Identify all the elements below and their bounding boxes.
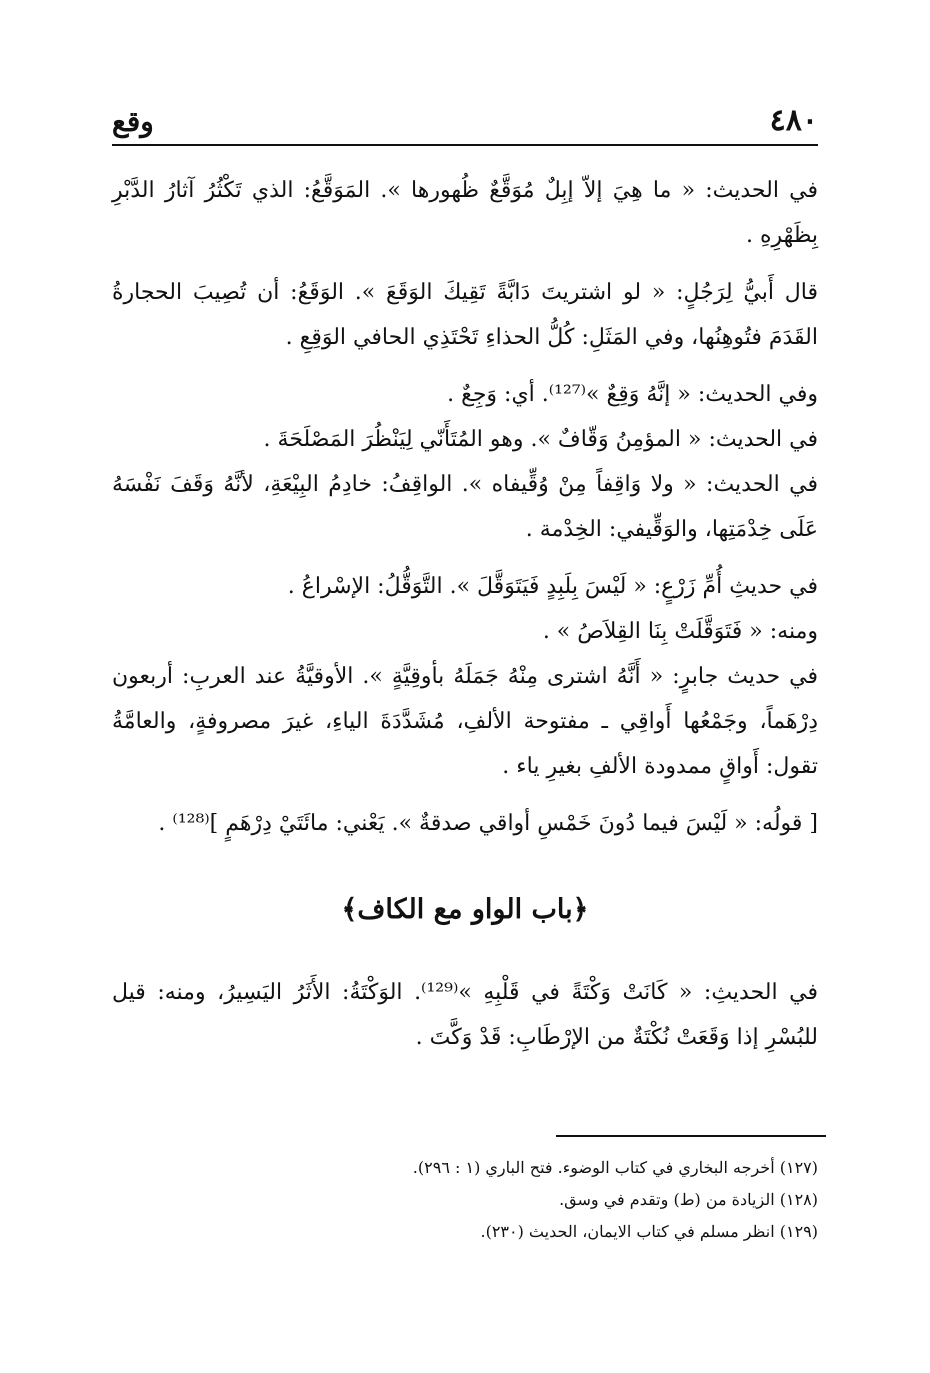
chapter-title: ﴿باب الواو مع الكاف﴾ [341,894,589,925]
paragraph-waqi: وفي الحديث: « إنَّهُ وَقِعٌ »⁽¹²⁷⁾. أي: وَجِعٌ . [447,382,818,407]
header-divider [112,144,818,146]
footnote-127: (١٢٧) أخرجه البخاري في كتاب الوضوء. فتح الباري (١ : ٢٩٦). [412,1158,818,1177]
paragraph-mawaqqa: في الحديث: « ما هِيَ إلاّ إبِلٌ مُوَقَّعٌ ظُهورها ». المَوَقَّعُ: الذي تَكْثُرُ آثارُ الدَّبْرِ بِظَهْرِهِ . [112,178,818,248]
footnote-129: (١٢٩) انظر مسلم في كتاب الايمان، الحديث (٢٣٠). [480,1222,818,1241]
footnotes [112,1152,818,1248]
paragraph-waktah: في الحديثِ: « كَانَتْ وَكْتَةً في قَلْبِهِ »⁽¹²⁹⁾. الوَكْتَةُ: الأَثَرُ اليَسِيرُ، ومنه: قيل للبُسْرِ إذا وَقَعَتْ نُكْتَةٌ من الإرْطَابِ: قَدْ وَكَّتَ . [112,980,818,1050]
paragraph-waqif: في الحديث: « ولا وَاقِفاً مِنْ وُقِّيفاه ». الواقِفُ: خادِمُ البِيْعَةِ، لأنَّهُ وَقَفَ نَفْسَهُ عَلَى خِدْمَتِها، والوَقِّيفي: الخِدْمة . [112,472,818,542]
main-text [112,168,818,1060]
footnote-128: (١٢٨) الزيادة من (ط) وتقدم في وسق. [559,1190,818,1209]
page-header [112,78,818,136]
paragraph-uqiyya: في حديث جابرٍ: « أَنَّهُ اشترى مِنْهُ جَمَلَهُ بأوقِيَّةٍ ». الأوقيَّةُ عند العربِ: أربعون دِرْهَماً، وجَمْعُها أَواقِي ـ مفتوحة الألفِ، مُشَدَّدَةَ الياءِ، غيرَ مصروفةٍ، والعامَّةُ تقول: أَواقٍ ممدودة الألفِ بغيرِ ياء . [112,664,818,779]
paragraph-waqqaf: في الحديث: « المؤمِنُ وَقّافٌ ». وهو المُتَأَنّي لِيَنْظُرَ المَصْلَحَةَ . [263,427,818,452]
running-head: وقع [112,105,154,138]
footnote-divider [556,1135,826,1137]
paragraph-awaqi: [ قولُه: « لَيْسَ فيما دُونَ خَمْسِ أواقي صدقةٌ ». يَعْني: مائَتَيْ دِرْهَمٍ ]⁽¹²⁸⁾ . [158,811,818,836]
paragraph-tawaqqul: في حديثِ أُمِّ زَرْعٍ: « لَيْسَ بِلَبِدٍ فَيَتَوَقَّلَ ». التَّوَقُّلُ: الإسْراعُ . [287,574,818,599]
paragraph-waqa: قال أَبيُّ لِرَجُلٍ: « لو اشتريتَ دَابَّةً تَقِيكَ الوَقَعَ ». الوَقَعُ: أن تُصِيبَ الحجارةُ القَدَمَ فتُوهِنُها، وفي المَثَلِ: كُلُّ الحذاءِ تَحْتَذِي الحافي الوَقِعِ . [112,280,818,350]
page-number: ٤٨٠ [769,103,818,138]
paragraph-tawaqqalat: ومنه: « فَتَوَقَّلَتْ بِنَا القِلاَصُ » . [542,619,818,644]
